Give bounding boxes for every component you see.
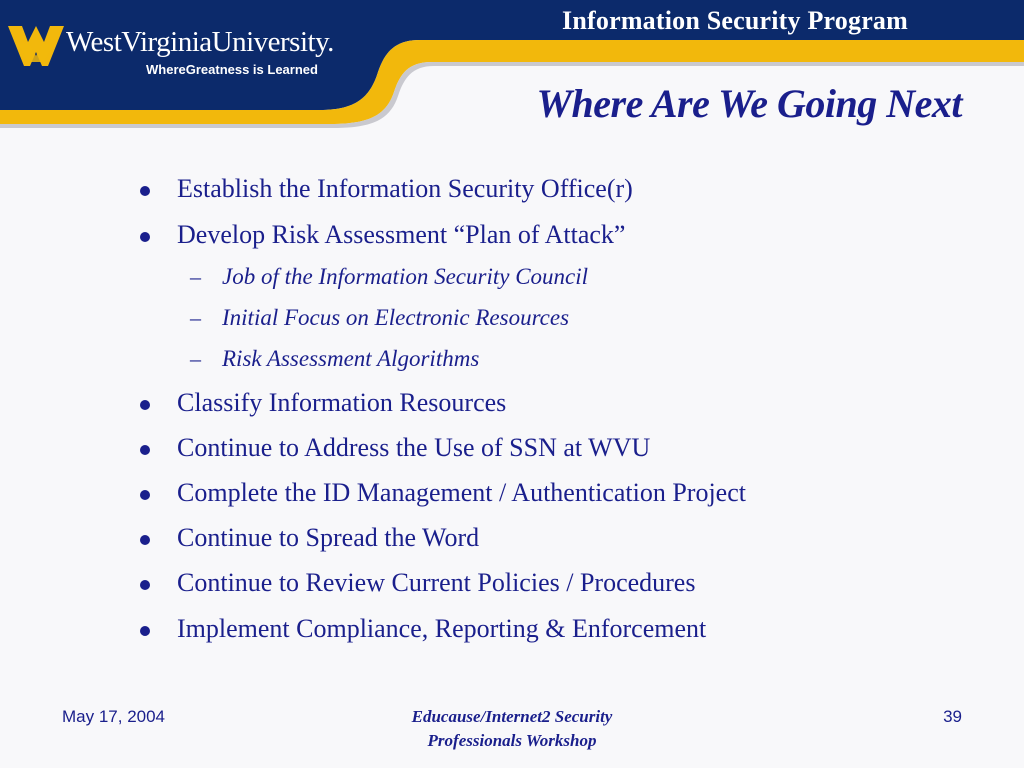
sub-bullet-item [190,264,589,290]
flying-wv-icon [8,22,64,70]
footer-event-line2: Professionals Workshop [427,731,597,750]
footer-date: May 17, 2004 [62,707,166,726]
university-tagline: WhereGreatness is Learned [146,62,318,77]
bullet-item [177,388,506,418]
bullet-dot-icon [140,535,150,545]
dash-marker: – [190,305,201,330]
bullet-text: Develop Risk Assessment “Plan of Attack” [177,220,626,249]
university-wordmark: WestVirginiaUniversity. [66,26,334,58]
bullet-dot-icon [140,186,150,196]
bullet-item [177,433,650,463]
slide-title: Where Are We Going Next [536,81,962,126]
bullet-dot-icon [140,580,150,590]
dash-marker: – [190,264,201,289]
bullet-item [177,478,746,508]
bullet-dot-icon [140,490,150,500]
bullet-text: Continue to Spread the Word [177,523,480,552]
sub-bullet-text: Risk Assessment Algorithms [222,346,480,371]
bullet-dot-icon [140,232,150,242]
program-title: Information Security Program [562,6,908,35]
dash-marker: – [190,346,201,371]
bullet-item [177,220,625,250]
footer-event [312,705,712,753]
sub-bullet-item [190,305,570,331]
bullet-dot-icon [140,626,150,636]
bullet-dot-icon [140,445,150,455]
bullet-item [177,523,479,553]
bullet-text: Complete the ID Management / Authentication Project [177,478,746,507]
bullet-item [177,614,706,644]
sub-bullet-text: Job of the Information Security Council [222,264,589,289]
footer-event-line1: Educause/Internet2 Security [411,707,613,726]
bullet-text: Continue to Address the Use of SSN at WVU [177,433,651,462]
bullet-item [177,568,695,598]
page-number: 39 [943,707,962,726]
sub-bullet-text: Initial Focus on Electronic Resources [222,305,570,330]
bullet-text: Establish the Information Security Office(r) [177,174,633,203]
bullet-item [177,174,633,204]
sub-bullet-item [190,346,480,372]
bullet-text: Classify Information Resources [177,388,507,417]
bullet-text: Implement Compliance, Reporting & Enforcement [177,614,707,643]
bullet-text: Continue to Review Current Policies / Procedures [177,568,696,597]
bullet-dot-icon [140,400,150,410]
